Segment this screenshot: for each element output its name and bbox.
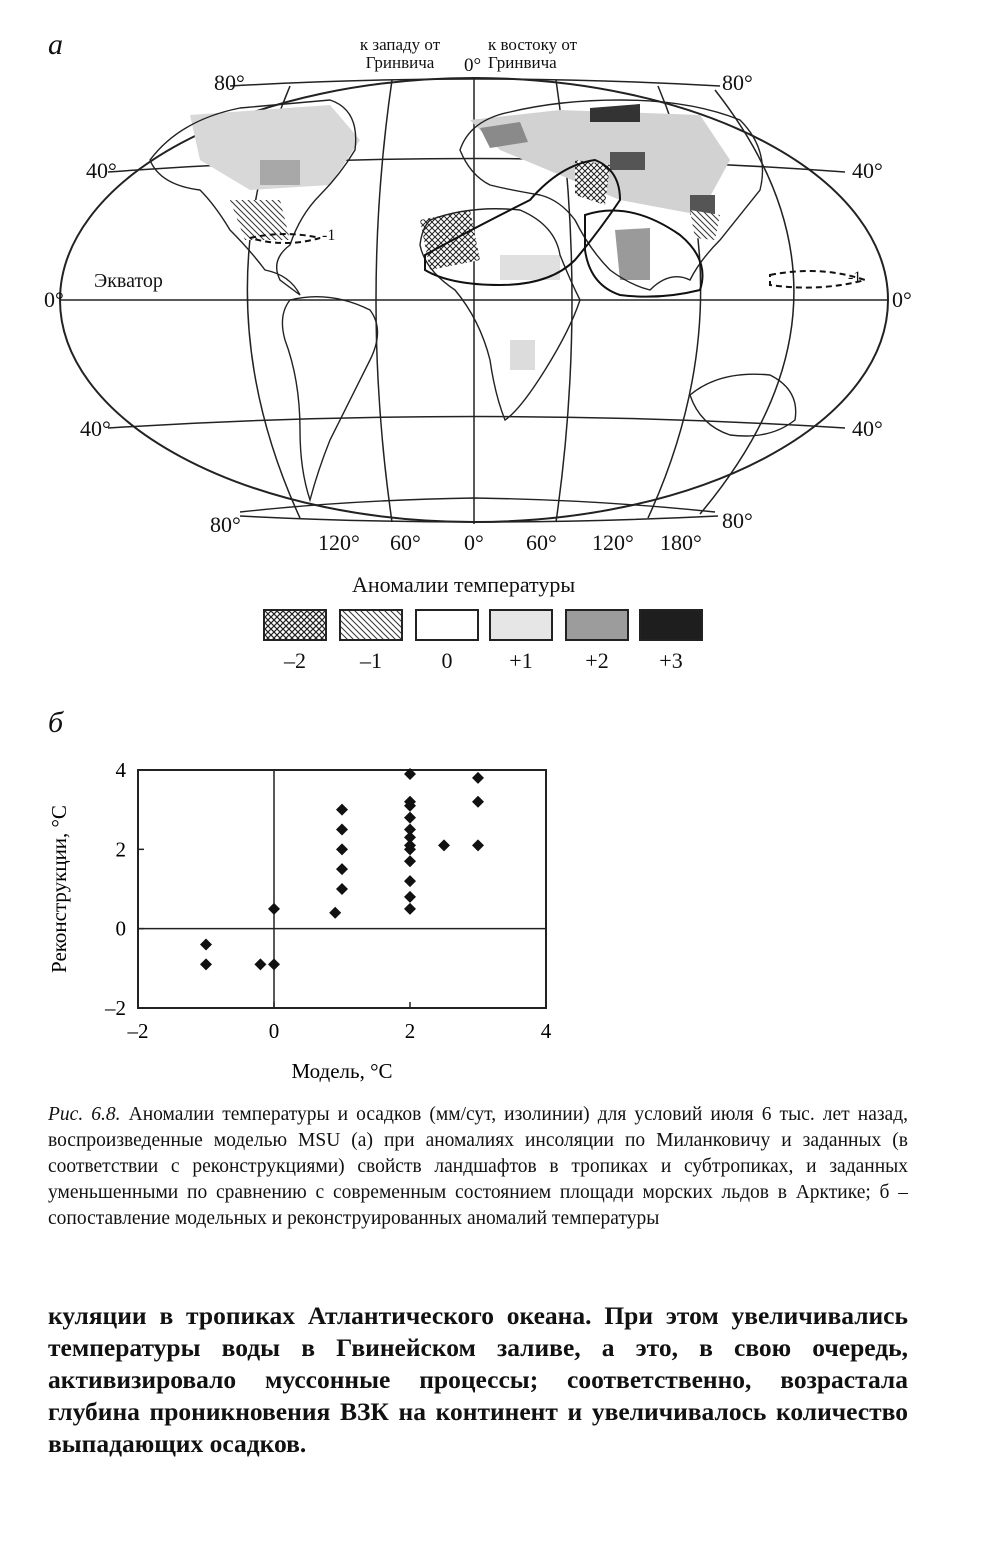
antarctica [240,498,715,512]
scatter-point [268,903,280,915]
scatter-point [254,958,266,970]
lat-label-40s-east: 40° [852,416,883,441]
legend-label-plus2: +2 [585,648,609,673]
legend-swatches [262,608,706,644]
caption-text: Аномалии температуры и осадков (мм/сут, изолинии) для условий июля 6 тыс. лет назад, воспроизведенные моделью MSU (а) при аномалиях инсоляции по Миланковичу и заданных (в соответствии с реконструкциями) свойств ландшафтов в тропиках и субтропиках, и заданных уменьшенными по сравнению с современным состоянием площади морских льдов в Арктике; б – сопоставление модельных и реконструированных аномалий температуры [48,1104,909,1229]
panel-letter-a: а [48,28,63,61]
lon-label-60w: 60° [390,530,421,555]
scatter-point [329,907,341,919]
legend-label-plus3: +3 [659,648,683,673]
x-tick-label: 4 [540,1019,552,1043]
lon-label-120w: 120° [318,530,360,555]
parallel-40s [108,417,845,429]
lat-label-40n-east: 40° [852,158,883,183]
legend-label-plus1: +1 [509,648,533,673]
scatter-point [404,903,416,915]
x-tick-label: 2 [404,1019,416,1043]
scatter-chart [40,750,580,1090]
legend-swatch-plus3 [640,610,702,640]
scatter-point [438,839,450,851]
body-paragraph: куляции в тропиках Атлантического океана. При этом увеличивались температуры воды в Гвинейском заливе, а это, в свою очередь, активизировало муссонные процессы; соответственно, возрастала глубина проникновения ВЗК на континент и увеличивалось количество выпадающих осадков. [48,1301,908,1458]
scatter-point [200,958,212,970]
scatter-point [404,812,416,824]
parallel-80n [230,79,720,86]
scatter-point [336,863,348,875]
legend-swatch-minus1 [340,610,402,640]
x-tick-label: 0 [268,1019,280,1043]
lon-label-180: 180° [660,530,702,555]
y-tick-label: –2 [105,996,126,1020]
east-label-line1: к востоку от [488,35,578,54]
x-tick-label: –2 [127,1019,149,1043]
lon-label-0: 0° [464,530,484,555]
legend-label-0: 0 [441,648,453,673]
meridian-60w [376,80,392,522]
lat-label-0-east: 0° [892,287,912,312]
scatter-point [472,772,484,784]
lat-label-80n-east: 80° [722,70,753,95]
scatter-point [404,855,416,867]
y-tick-label: 2 [115,837,126,862]
scatter-point [336,883,348,895]
scatter-point [336,804,348,816]
y-axis-label: Реконструкции, °С [47,805,71,973]
east-label-line2: Гринвича [488,53,557,72]
isoline-label-neg1-west: -1 [322,227,336,244]
y-tick-label: 4 [115,758,126,782]
scatter-point [200,939,212,951]
lat-label-0-west: 0° [44,287,64,312]
legend-swatch-plus1 [490,610,552,640]
lat-label-80s-east: 80° [722,508,753,533]
x-axis-label: Модель, °С [291,1059,393,1083]
scatter-point [336,824,348,836]
south-america [282,297,377,500]
lat-label-40s-west: 40° [80,416,111,441]
figure-caption [48,1102,908,1232]
caption-lead: Рис. 6.8. [48,1104,121,1125]
lon-label-120e: 120° [592,530,634,555]
equator-label: Экватор [94,270,163,292]
scatter-point [404,824,416,836]
west-label-line1: к западу от [359,35,441,54]
y-tick-label: 0 [115,916,126,941]
legend-swatch-minus2 [264,610,326,640]
legend-label-minus1: –1 [360,648,382,673]
west-label-line2: Гринвича [365,53,435,72]
scatter-points [200,768,484,970]
lat-label-80s-west: 80° [210,512,241,537]
isoline-label-neg1-east: -1 [848,269,862,286]
legend-swatch-0 [416,610,478,640]
lat-label-40n-west: 40° [86,158,117,183]
australia [690,374,796,436]
legend-label-minus2: –2 [284,648,306,673]
legend-title: Аномалии температуры [352,572,576,597]
meridian-zero-top-label: 0° [464,55,482,76]
panel-letter-b: б [48,706,64,739]
scatter-point [268,958,280,970]
lon-label-60e: 60° [526,530,557,555]
scatter-point [472,796,484,808]
scatter-point [336,843,348,855]
scatter-point [472,839,484,851]
scatter-point [404,875,416,887]
legend-swatch-plus2 [566,610,628,640]
lat-label-80n-west: 80° [214,70,245,95]
scatter-point [404,891,416,903]
